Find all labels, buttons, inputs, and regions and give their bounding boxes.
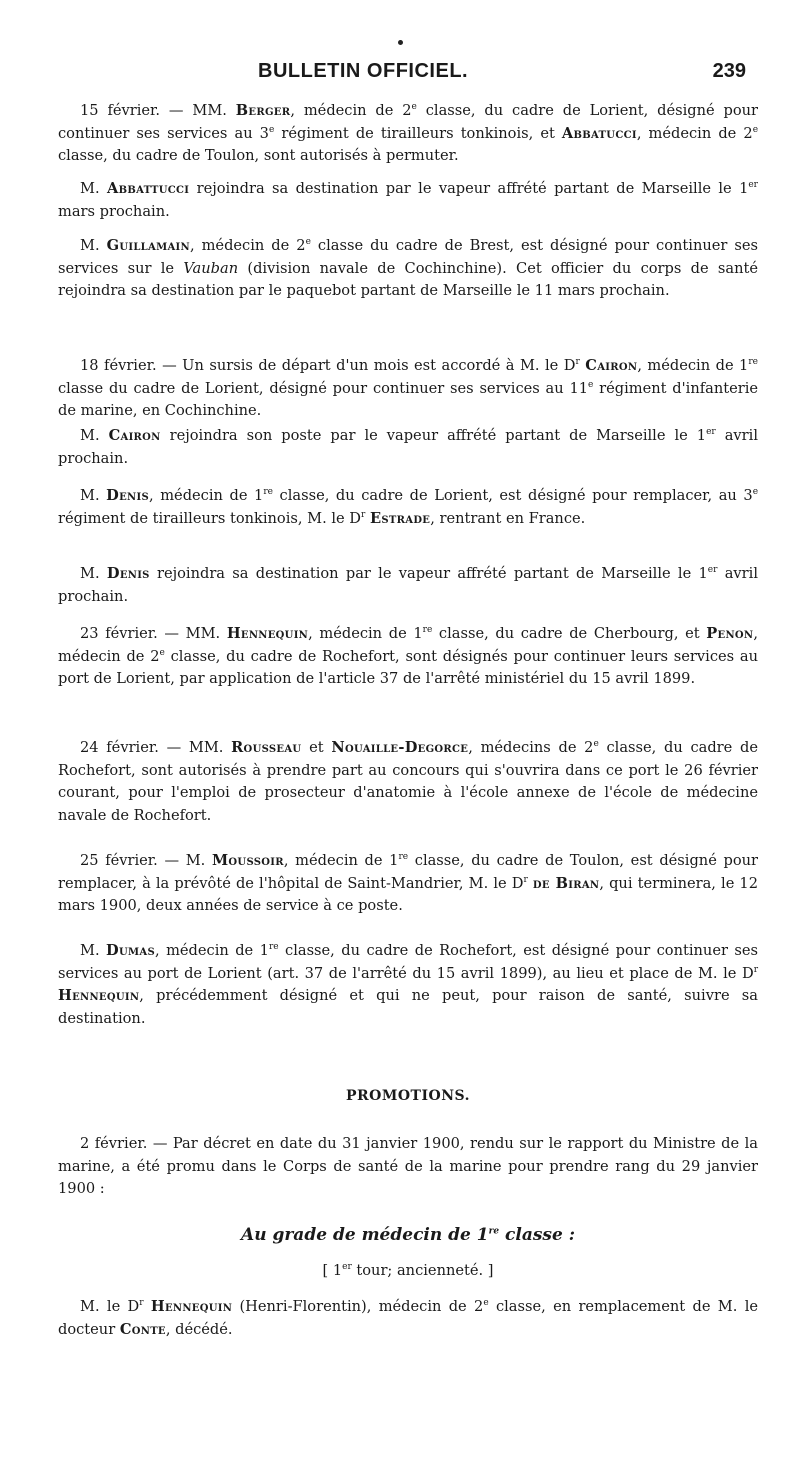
person-name: Hennequin [58,987,140,1004]
entry-date: 18 février. [80,357,157,374]
text: régiment de tirailleurs tonkinois, et [274,124,562,142]
text: M. [80,180,107,197]
text: , médecins de 2 [468,739,594,756]
page-number: 239 [712,60,746,82]
person-name: Conte [119,1320,166,1338]
person-name: Cairon [585,357,638,374]
person-name: Abbatucci [561,124,637,142]
text: , médecin de 1 [154,942,269,959]
text: régiment d'infanterie de marine, en Cochinchine. [58,379,758,419]
superscript: r [753,964,758,975]
text: avril prochain. [58,565,758,605]
superscript: er [706,427,716,438]
text: classe, du cadre de Toulon, sont autorisés à permuter. [58,147,459,164]
page-title: BULLETIN OFFICIEL. [258,60,469,82]
person-name: Dumas [106,942,155,959]
superscript: r [523,874,528,885]
person-name: Rousseau [231,739,302,756]
text: — M. [157,852,212,869]
paragraph-hennequin-promotion [58,1296,758,1341]
text: , médecin de 2 [189,237,306,254]
superscript: r [361,509,366,520]
text: , médecin de 2 [290,102,412,119]
superscript: er [342,1262,352,1273]
text: , médecin de 1 [637,357,749,374]
superscript: e [268,124,275,135]
text: rejoindra son poste par le vapeur affrété partant de Marseille le 1 [160,427,707,444]
text: régiment de tirailleurs tonkinois, M. le D [58,509,362,527]
text: M. le D [80,1298,140,1315]
superscript: re [263,487,273,498]
superscript: re [488,1226,500,1237]
paragraph-denis [58,485,758,530]
person-name: Moussoir [211,852,284,869]
text: classe, du cadre de Rochefort, sont autorisés à prendre part au concours qui s'ouvrira dans ce port le 26 février courant, pour l'emploi de prosecteur d'anatomie à l'école annexe de l'école de médecine navale de Rochefort. [58,739,758,824]
text: M. [80,487,107,504]
superscript: r [575,357,580,368]
superscript: e [752,487,759,498]
person-name: Hennequin [150,1298,233,1315]
paragraph-dumas [58,940,758,1030]
entry-date: 2 février. [80,1135,148,1152]
text: , médecin de 1 [149,487,264,504]
ink-dot [398,40,403,45]
paragraph-abbattucci [58,178,758,223]
paragraph-23-fevrier [58,623,758,691]
text: , médecin de 2 [58,625,759,665]
text: classe du cadre de Brest, est désigné pour continuer ses services sur le [58,237,758,277]
superscript: e [305,237,311,248]
paragraph-24-fevrier [58,737,758,827]
person-name: Guillamain [106,237,190,254]
page-header [58,60,758,90]
entry-date: 23 février. [80,625,158,642]
text: et [301,739,332,756]
superscript: re [268,942,279,953]
superscript: er [707,565,718,576]
person-name: Hennequin [226,625,309,642]
paragraph-denis-destination [58,563,758,608]
text: , médecin de 2 [636,124,753,142]
paragraph-guillamain [58,235,758,303]
section-title-promotions: PROMOTIONS. [346,1088,470,1104]
superscript: e [593,739,599,750]
text: , médecin de 1 [283,852,399,869]
paragraph-25-fevrier [58,850,758,918]
text: [ 1 [322,1262,343,1279]
text: classe, en remplacement de M. le docteur [58,1298,758,1338]
superscript: e [752,124,759,135]
text: , précédemment désigné et qui ne peut, pour raison de santé, suivre sa destination. [58,987,758,1027]
person-name: de Biran [532,874,600,892]
superscript: re [748,357,758,368]
superscript: re [398,852,409,863]
text: avril prochain. [58,427,758,467]
text: classe : [499,1225,575,1245]
superscript: er [748,180,758,191]
person-name: Estrade [369,509,431,527]
superscript: e [411,102,417,113]
paragraph-15-fevrier [58,100,758,168]
superscript: re [422,625,433,636]
entry-date: 24 février. [80,739,159,756]
text: (division navale de Cochinchine). Cet officier du corps de santé rejoindra sa destination par le paquebot partant de Marseille le 11 mars prochain. [58,259,758,299]
person-name: Penon [706,625,754,642]
paragraph-18-fevrier [58,355,758,423]
text: classe, du cadre de Toulon, est désigné pour remplacer, à la prévôté de l'hôpital de Saint-Mandrier, M. le D [58,852,758,892]
superscript: e [159,647,165,658]
text: , rentrant en France. [430,509,586,527]
grade-heading [58,1225,758,1245]
text: classe, du cadre de Rochefort, est désigné pour continuer ses services au port de Lorient (art. 37 de l'arrêté du 15 avril 1899), au lieu et place de M. le D [58,942,758,982]
text: Au grade de médecin de 1 [241,1225,489,1245]
text: (Henri-Florentin), médecin de 2 [232,1298,484,1315]
text: — MM. [168,102,236,119]
person-name: Berger [235,102,291,119]
paragraph-2-fevrier [58,1133,758,1201]
text: — MM. [157,625,227,642]
entry-date: 25 février. [80,852,158,869]
text: — MM. [158,739,232,756]
superscript: e [483,1298,489,1309]
ship-name: Vauban [183,259,239,277]
person-name: Denis [106,487,149,504]
text: M. [80,237,107,254]
entry-date: 15 février. [80,102,161,119]
text: rejoindra sa destination par le vapeur affrété partant de Marseille le 1 [189,180,749,197]
superscript: r [139,1298,144,1309]
paragraph-cairon [58,425,758,470]
anciennete-note [58,1262,758,1279]
person-name: Nouaille-Degorce [331,739,469,756]
person-name: Cairon [108,427,161,444]
text: classe, du cadre de Lorient, est désigné pour remplacer, au 3 [272,487,753,504]
text: M. [80,565,107,582]
superscript: e [588,379,594,390]
text: classe, du cadre de Rochefort, sont désignés pour continuer leurs services au port de Lorient, par application de l'article 37 de l'arrêté ministériel du 15 avril 1899. [58,647,758,687]
text: , médecin de 1 [308,625,423,642]
text: mars prochain. [58,202,170,220]
text: M. [80,427,109,444]
text: M. [80,942,107,959]
text: classe, du cadre de Lorient, désigné pour continuer ses services au 3 [58,102,759,142]
text: classe, du cadre de Cherbourg, et [432,625,707,642]
text: classe du cadre de Lorient, désigné pour continuer ses services au 11 [58,379,589,397]
person-name: Denis [106,565,150,582]
text: rejoindra sa destination par le vapeur affrété partant de Marseille le 1 [149,565,708,582]
text: , décédé. [165,1320,233,1338]
text: tour; ancienneté. ] [351,1262,494,1279]
text: — Par décret en date du 31 janvier 1900, rendu sur le rapport du Ministre de la marine, a été promu dans le Corps de santé de la marine pour prendre rang du 29 janvier 1900 : [58,1135,758,1197]
person-name: Abbattucci [106,180,190,197]
text: — Un sursis de départ d'un mois est accordé à M. le D [156,357,576,374]
text: , qui terminera, le 12 mars 1900, deux années de service à ce poste. [58,874,759,914]
